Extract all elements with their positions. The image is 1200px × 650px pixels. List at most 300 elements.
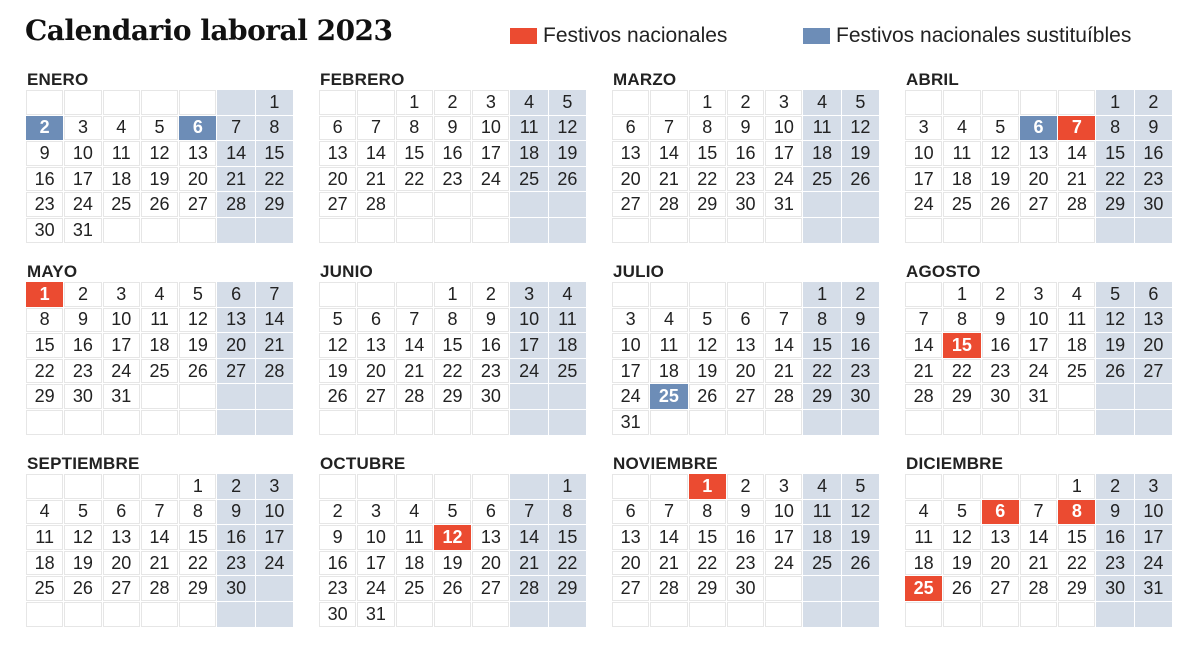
month-grid <box>612 90 880 244</box>
day-cell: 26 <box>842 551 879 576</box>
empty-cell <box>650 282 687 307</box>
day-cell: 28 <box>510 576 547 601</box>
empty-cell <box>26 474 63 499</box>
day-cell: 3 <box>1135 474 1172 499</box>
day-cell: 4 <box>26 500 63 525</box>
empty-cell <box>357 218 394 243</box>
day-cell: 5 <box>943 500 980 525</box>
empty-cell <box>141 410 178 435</box>
empty-cell <box>472 410 509 435</box>
day-cell: 2 <box>472 282 509 307</box>
day-cell: 19 <box>319 359 356 384</box>
day-cell: 17 <box>1020 333 1057 358</box>
day-cell: 1 <box>434 282 471 307</box>
day-cell: 11 <box>943 141 980 166</box>
day-cell: 29 <box>1096 192 1133 217</box>
day-cell: 21 <box>1058 167 1095 192</box>
day-cell: 1 <box>549 474 586 499</box>
empty-cell <box>1096 218 1133 243</box>
empty-cell <box>510 602 547 627</box>
empty-cell <box>179 218 216 243</box>
day-cell: 25 <box>26 576 63 601</box>
day-cell: 26 <box>982 192 1019 217</box>
empty-cell <box>357 90 394 115</box>
empty-cell <box>179 384 216 409</box>
month-grid <box>612 282 880 436</box>
day-cell: 20 <box>357 359 394 384</box>
empty-cell <box>650 602 687 627</box>
empty-cell <box>1020 602 1057 627</box>
day-cell: 13 <box>472 525 509 550</box>
day-cell: 30 <box>727 576 764 601</box>
day-cell: 4 <box>396 500 433 525</box>
month-grid <box>612 474 880 628</box>
day-cell: 4 <box>905 500 942 525</box>
day-cell: 1 <box>1096 90 1133 115</box>
day-cell: 18 <box>905 551 942 576</box>
day-cell: 25 <box>103 192 140 217</box>
month-name: FEBRERO <box>320 70 405 89</box>
day-cell: 25 <box>1058 359 1095 384</box>
month-grid <box>319 282 587 436</box>
day-cell: 27 <box>179 192 216 217</box>
day-cell: 21 <box>141 551 178 576</box>
day-cell: 14 <box>217 141 254 166</box>
empty-cell <box>256 410 293 435</box>
legend-national-label: Festivos nacionales <box>543 24 728 47</box>
day-cell: 14 <box>256 308 293 333</box>
month-grid <box>905 282 1173 436</box>
empty-cell <box>510 384 547 409</box>
day-cell: 21 <box>357 167 394 192</box>
day-cell: 3 <box>256 474 293 499</box>
day-cell: 3 <box>510 282 547 307</box>
day-cell: 9 <box>319 525 356 550</box>
day-cell: 9 <box>26 141 63 166</box>
empty-cell <box>765 410 802 435</box>
day-cell: 16 <box>1135 141 1172 166</box>
empty-cell <box>64 602 101 627</box>
month-name: AGOSTO <box>906 262 981 281</box>
day-cell: 12 <box>434 525 471 550</box>
day-cell: 4 <box>141 282 178 307</box>
legend-substitutable-label: Festivos nacionales sustituíbles <box>836 24 1132 47</box>
day-cell: 26 <box>141 192 178 217</box>
day-cell: 17 <box>472 141 509 166</box>
empty-cell <box>510 218 547 243</box>
empty-cell <box>472 192 509 217</box>
empty-cell <box>357 282 394 307</box>
empty-cell <box>64 410 101 435</box>
month-grid <box>319 474 587 628</box>
day-cell: 16 <box>727 525 764 550</box>
day-cell: 11 <box>905 525 942 550</box>
day-cell: 24 <box>765 551 802 576</box>
day-cell: 12 <box>842 500 879 525</box>
day-cell: 12 <box>141 141 178 166</box>
empty-cell <box>396 410 433 435</box>
day-cell: 29 <box>434 384 471 409</box>
day-cell: 7 <box>396 308 433 333</box>
empty-cell <box>396 474 433 499</box>
day-cell: 19 <box>842 141 879 166</box>
empty-cell <box>319 410 356 435</box>
day-cell: 7 <box>357 116 394 141</box>
empty-cell <box>982 474 1019 499</box>
day-cell: 20 <box>1020 167 1057 192</box>
day-cell: 3 <box>64 116 101 141</box>
day-cell: 4 <box>650 308 687 333</box>
day-cell: 22 <box>689 167 726 192</box>
day-cell: 10 <box>905 141 942 166</box>
empty-cell <box>1135 602 1172 627</box>
day-cell: 1 <box>26 282 63 307</box>
day-cell: 24 <box>765 167 802 192</box>
day-cell: 26 <box>179 359 216 384</box>
day-cell: 14 <box>510 525 547 550</box>
day-cell: 10 <box>1020 308 1057 333</box>
day-cell: 7 <box>650 116 687 141</box>
day-cell: 30 <box>1096 576 1133 601</box>
month-grid <box>905 90 1173 244</box>
day-cell: 25 <box>803 167 840 192</box>
day-cell: 15 <box>943 333 980 358</box>
day-cell: 21 <box>1020 551 1057 576</box>
day-cell: 26 <box>549 167 586 192</box>
month-name: ENERO <box>27 70 89 89</box>
day-cell: 31 <box>765 192 802 217</box>
day-cell: 26 <box>1096 359 1133 384</box>
day-cell: 23 <box>472 359 509 384</box>
day-cell: 10 <box>103 308 140 333</box>
day-cell: 14 <box>1020 525 1057 550</box>
month-febrero <box>319 70 587 250</box>
day-cell: 10 <box>612 333 649 358</box>
empty-cell <box>141 602 178 627</box>
empty-cell <box>765 576 802 601</box>
empty-cell <box>472 218 509 243</box>
empty-cell <box>689 218 726 243</box>
day-cell: 6 <box>217 282 254 307</box>
day-cell: 29 <box>1058 576 1095 601</box>
day-cell: 23 <box>727 551 764 576</box>
day-cell: 13 <box>217 308 254 333</box>
day-cell: 20 <box>319 167 356 192</box>
day-cell: 6 <box>179 116 216 141</box>
day-cell: 5 <box>319 308 356 333</box>
day-cell: 24 <box>103 359 140 384</box>
day-cell: 14 <box>765 333 802 358</box>
day-cell: 7 <box>765 308 802 333</box>
day-cell: 5 <box>179 282 216 307</box>
day-cell: 10 <box>765 500 802 525</box>
empty-cell <box>982 90 1019 115</box>
day-cell: 9 <box>1135 116 1172 141</box>
empty-cell <box>727 218 764 243</box>
day-cell: 31 <box>1020 384 1057 409</box>
day-cell: 8 <box>1058 500 1095 525</box>
day-cell: 6 <box>1020 116 1057 141</box>
day-cell: 26 <box>64 576 101 601</box>
day-cell: 21 <box>905 359 942 384</box>
empty-cell <box>64 474 101 499</box>
empty-cell <box>905 90 942 115</box>
empty-cell <box>905 410 942 435</box>
day-cell: 12 <box>943 525 980 550</box>
day-cell: 21 <box>396 359 433 384</box>
day-cell: 24 <box>357 576 394 601</box>
day-cell: 9 <box>982 308 1019 333</box>
month-name: SEPTIEMBRE <box>27 454 140 473</box>
day-cell: 11 <box>141 308 178 333</box>
day-cell: 24 <box>256 551 293 576</box>
empty-cell <box>1020 90 1057 115</box>
day-cell: 27 <box>472 576 509 601</box>
day-cell: 23 <box>319 576 356 601</box>
day-cell: 30 <box>982 384 1019 409</box>
day-cell: 14 <box>1058 141 1095 166</box>
day-cell: 1 <box>943 282 980 307</box>
day-cell: 5 <box>1096 282 1133 307</box>
empty-cell <box>396 192 433 217</box>
empty-cell <box>689 410 726 435</box>
empty-cell <box>1096 384 1133 409</box>
day-cell: 19 <box>1096 333 1133 358</box>
day-cell: 1 <box>396 90 433 115</box>
day-cell: 15 <box>396 141 433 166</box>
day-cell: 8 <box>179 500 216 525</box>
day-cell: 16 <box>727 141 764 166</box>
empty-cell <box>1135 218 1172 243</box>
day-cell: 18 <box>396 551 433 576</box>
day-cell: 29 <box>689 192 726 217</box>
day-cell: 10 <box>357 525 394 550</box>
empty-cell <box>179 602 216 627</box>
day-cell: 31 <box>612 410 649 435</box>
day-cell: 22 <box>179 551 216 576</box>
day-cell: 9 <box>472 308 509 333</box>
day-cell: 29 <box>943 384 980 409</box>
empty-cell <box>765 602 802 627</box>
day-cell: 1 <box>689 90 726 115</box>
day-cell: 24 <box>510 359 547 384</box>
day-cell: 8 <box>943 308 980 333</box>
day-cell: 21 <box>650 167 687 192</box>
empty-cell <box>141 218 178 243</box>
day-cell: 9 <box>727 116 764 141</box>
empty-cell <box>943 218 980 243</box>
empty-cell <box>842 192 879 217</box>
month-grid <box>905 474 1173 628</box>
day-cell: 17 <box>765 141 802 166</box>
empty-cell <box>510 410 547 435</box>
day-cell: 17 <box>612 359 649 384</box>
day-cell: 10 <box>765 116 802 141</box>
empty-cell <box>727 602 764 627</box>
day-cell: 6 <box>612 116 649 141</box>
day-cell: 2 <box>1096 474 1133 499</box>
month-grid <box>26 474 294 628</box>
day-cell: 18 <box>549 333 586 358</box>
day-cell: 12 <box>982 141 1019 166</box>
day-cell: 20 <box>179 167 216 192</box>
day-cell: 22 <box>1058 551 1095 576</box>
empty-cell <box>689 602 726 627</box>
day-cell: 31 <box>1135 576 1172 601</box>
day-cell: 9 <box>217 500 254 525</box>
day-cell: 16 <box>319 551 356 576</box>
day-cell: 16 <box>982 333 1019 358</box>
day-cell: 25 <box>549 359 586 384</box>
month-mayo <box>26 262 294 442</box>
day-cell: 11 <box>26 525 63 550</box>
day-cell: 28 <box>650 576 687 601</box>
empty-cell <box>1058 90 1095 115</box>
day-cell: 6 <box>1135 282 1172 307</box>
day-cell: 20 <box>612 551 649 576</box>
empty-cell <box>319 90 356 115</box>
day-cell: 2 <box>842 282 879 307</box>
month-diciembre <box>905 454 1173 634</box>
day-cell: 4 <box>943 116 980 141</box>
day-cell: 4 <box>549 282 586 307</box>
day-cell: 13 <box>319 141 356 166</box>
day-cell: 18 <box>943 167 980 192</box>
empty-cell <box>803 192 840 217</box>
day-cell: 19 <box>64 551 101 576</box>
day-cell: 22 <box>549 551 586 576</box>
empty-cell <box>803 576 840 601</box>
day-cell: 4 <box>103 116 140 141</box>
day-cell: 11 <box>803 500 840 525</box>
day-cell: 9 <box>727 500 764 525</box>
month-agosto <box>905 262 1173 442</box>
empty-cell <box>103 410 140 435</box>
day-cell: 28 <box>256 359 293 384</box>
day-cell: 22 <box>689 551 726 576</box>
day-cell: 19 <box>549 141 586 166</box>
day-cell: 2 <box>982 282 1019 307</box>
month-grid <box>319 90 587 244</box>
day-cell: 31 <box>103 384 140 409</box>
day-cell: 23 <box>727 167 764 192</box>
empty-cell <box>103 474 140 499</box>
empty-cell <box>434 410 471 435</box>
day-cell: 26 <box>943 576 980 601</box>
day-cell: 11 <box>396 525 433 550</box>
day-cell: 24 <box>905 192 942 217</box>
day-cell: 4 <box>510 90 547 115</box>
day-cell: 6 <box>319 116 356 141</box>
empty-cell <box>803 410 840 435</box>
empty-cell <box>510 192 547 217</box>
day-cell: 13 <box>1135 308 1172 333</box>
day-cell: 10 <box>256 500 293 525</box>
month-name: JULIO <box>613 262 665 281</box>
day-cell: 7 <box>510 500 547 525</box>
month-name: ABRIL <box>906 70 959 89</box>
day-cell: 30 <box>64 384 101 409</box>
day-cell: 23 <box>1135 167 1172 192</box>
day-cell: 4 <box>803 90 840 115</box>
day-cell: 24 <box>612 384 649 409</box>
day-cell: 8 <box>256 116 293 141</box>
day-cell: 3 <box>103 282 140 307</box>
empty-cell <box>982 218 1019 243</box>
empty-cell <box>842 602 879 627</box>
day-cell: 14 <box>650 141 687 166</box>
day-cell: 20 <box>612 167 649 192</box>
day-cell: 25 <box>141 359 178 384</box>
day-cell: 23 <box>982 359 1019 384</box>
day-cell: 17 <box>510 333 547 358</box>
empty-cell <box>943 602 980 627</box>
empty-cell <box>26 410 63 435</box>
day-cell: 30 <box>1135 192 1172 217</box>
day-cell: 28 <box>650 192 687 217</box>
day-cell: 15 <box>1058 525 1095 550</box>
day-cell: 12 <box>842 116 879 141</box>
day-cell: 10 <box>510 308 547 333</box>
day-cell: 2 <box>26 116 63 141</box>
empty-cell <box>650 474 687 499</box>
day-cell: 14 <box>141 525 178 550</box>
day-cell: 9 <box>64 308 101 333</box>
day-cell: 6 <box>727 308 764 333</box>
empty-cell <box>103 602 140 627</box>
day-cell: 7 <box>1020 500 1057 525</box>
empty-cell <box>689 282 726 307</box>
empty-cell <box>612 90 649 115</box>
month-octubre <box>319 454 587 634</box>
empty-cell <box>256 218 293 243</box>
day-cell: 18 <box>26 551 63 576</box>
empty-cell <box>1135 384 1172 409</box>
empty-cell <box>396 218 433 243</box>
empty-cell <box>612 218 649 243</box>
day-cell: 12 <box>319 333 356 358</box>
empty-cell <box>26 90 63 115</box>
day-cell: 17 <box>357 551 394 576</box>
day-cell: 2 <box>1135 90 1172 115</box>
day-cell: 23 <box>26 192 63 217</box>
day-cell: 3 <box>612 308 649 333</box>
day-cell: 22 <box>1096 167 1133 192</box>
empty-cell <box>103 218 140 243</box>
day-cell: 19 <box>982 167 1019 192</box>
day-cell: 7 <box>256 282 293 307</box>
day-cell: 18 <box>1058 333 1095 358</box>
day-cell: 30 <box>472 384 509 409</box>
empty-cell <box>256 384 293 409</box>
day-cell: 23 <box>1096 551 1133 576</box>
day-cell: 17 <box>1135 525 1172 550</box>
day-cell: 2 <box>64 282 101 307</box>
day-cell: 29 <box>26 384 63 409</box>
day-cell: 7 <box>650 500 687 525</box>
day-cell: 22 <box>26 359 63 384</box>
day-cell: 13 <box>612 141 649 166</box>
month-julio <box>612 262 880 442</box>
month-grid <box>26 90 294 244</box>
empty-cell <box>905 282 942 307</box>
day-cell: 8 <box>1096 116 1133 141</box>
day-cell: 9 <box>434 116 471 141</box>
empty-cell <box>1058 602 1095 627</box>
empty-cell <box>141 474 178 499</box>
day-cell: 27 <box>612 192 649 217</box>
empty-cell <box>765 218 802 243</box>
